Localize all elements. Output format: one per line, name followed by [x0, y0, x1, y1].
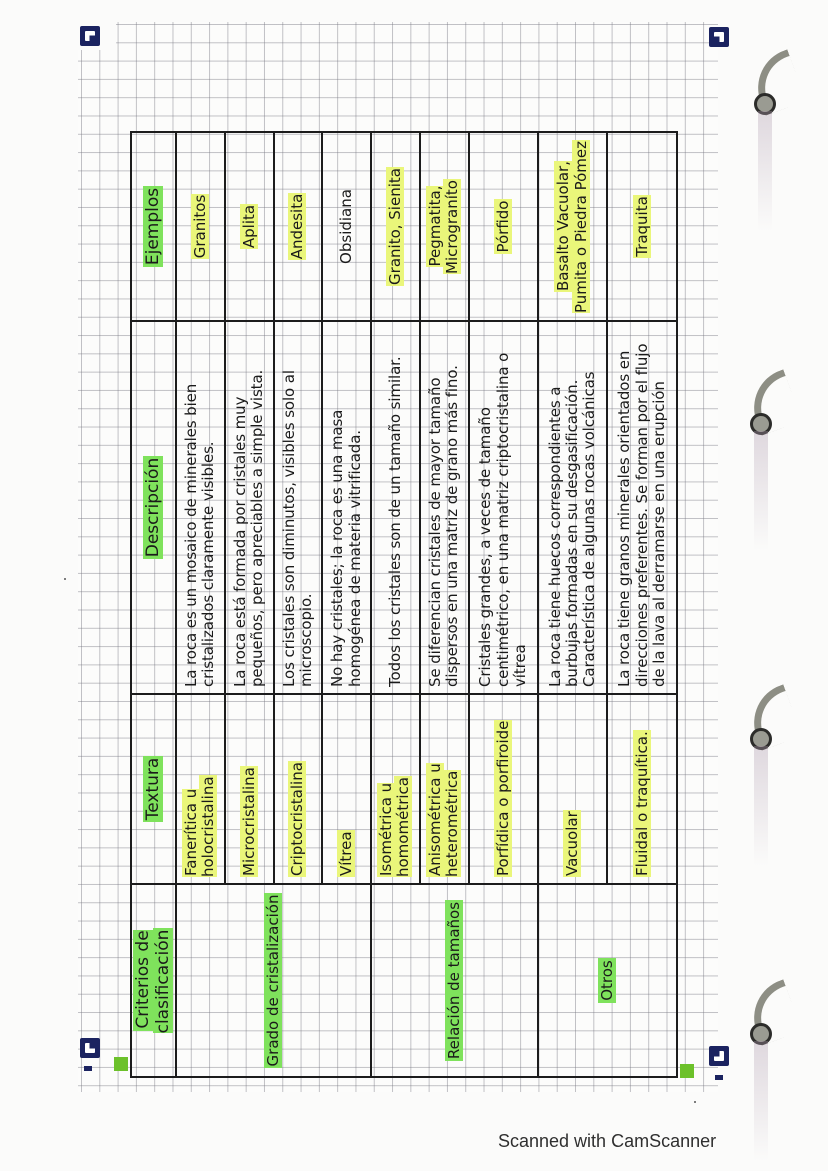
description-cell: La roca es un mosaico de minerales bien cristalizados claramente visibles.: [176, 321, 225, 694]
description-cell: La roca tiene huecos correspondientes a burbujas formadas en su desgasificación. Característica de algunas rocas volcánicas: [538, 321, 607, 694]
example-cell: Traquita: [607, 132, 677, 321]
table-row: [371, 132, 420, 1077]
example-cell: Granito, Sienita: [371, 132, 420, 321]
texture-cell: Fluidal o traquítica.: [607, 694, 677, 884]
texture-cell: Microcristalina: [225, 694, 274, 884]
scan-corner-marker-bottom-right-icon: [709, 1046, 729, 1066]
texture-cell: Vítrea: [322, 694, 371, 884]
rock-texture-classification-table: [130, 133, 678, 1078]
example-cell: Basalto Vacuolar, Pumita o Piedra Pómez: [538, 132, 607, 321]
criteria-cell: Grado de cristalización: [176, 884, 371, 1077]
table-header-row: [131, 132, 176, 1077]
texture-cell: Fanerítica u holocristalina: [176, 694, 225, 884]
binder-ring-icon: [748, 690, 788, 760]
table-row: [538, 132, 607, 1077]
green-square-marker: [680, 1064, 694, 1078]
example-cell: Aplita: [225, 132, 274, 321]
example-cell: Granitos: [176, 132, 225, 321]
texture-cell: Criptocristalina: [274, 694, 323, 884]
example-cell: Andesita: [274, 132, 323, 321]
paper-speck: [64, 578, 66, 580]
texture-cell: Vacuolar: [538, 694, 607, 884]
description-cell: Todos los cristales son de un tamaño similar.: [371, 321, 420, 694]
description-cell: Se diferencian cristales de mayor tamaño dispersos en una matriz de grano más fino.: [420, 321, 469, 694]
header-texture: Textura: [131, 694, 176, 884]
marker-dot: [715, 1075, 723, 1080]
example-cell: Pegmatita, Micrograníto: [420, 132, 469, 321]
header-description: Descripción: [131, 321, 176, 694]
description-cell: La roca está formada por cristales muy pequeños, pero apreciables a simple vista.: [225, 321, 274, 694]
header-examples: Ejemplos: [131, 132, 176, 321]
criteria-cell: Relación de tamaños: [371, 884, 538, 1077]
example-cell: Obsidiana: [322, 132, 371, 321]
green-square-marker: [114, 1057, 128, 1071]
description-cell: Cristales grandes, a veces de tamaño centimétrico, en una matriz criptocristalina o vítrea: [469, 321, 538, 694]
paper-speck: [694, 1101, 696, 1103]
binder-ring-icon: [748, 375, 788, 445]
scan-corner-marker-top-right-icon: [709, 27, 729, 47]
texture-cell: Isométrica u homométrica: [371, 694, 420, 884]
scan-corner-marker-bottom-left-icon: [80, 1038, 100, 1058]
camscanner-watermark: Scanned with CamScanner: [498, 1131, 717, 1151]
description-cell: No hay cristales; la roca es una masa homogénea de materia vitrificada.: [322, 321, 371, 694]
table-row: [176, 132, 225, 1077]
binder-ring-icon: [748, 985, 788, 1055]
scan-corner-marker-top-left-icon: [80, 26, 100, 46]
texture-cell: Porfídica o porfiroide: [469, 694, 538, 884]
classification-table: [130, 131, 678, 1078]
marker-dot: [84, 1066, 92, 1071]
description-cell: La roca tiene granos minerales orientados en direcciones preferentes. Se forman por el flujo de la lava al derramarse en una erupción: [607, 321, 677, 694]
description-cell: Los cristales son diminutos, visibles solo al microscopio.: [274, 321, 323, 694]
binder-ring-icon: [752, 55, 792, 125]
example-cell: Pórfido: [469, 132, 538, 321]
header-criteria: Criterios de clasificación: [131, 884, 176, 1077]
texture-cell: Anisométrica u heterométrica: [420, 694, 469, 884]
criteria-cell: Otros: [538, 884, 677, 1077]
